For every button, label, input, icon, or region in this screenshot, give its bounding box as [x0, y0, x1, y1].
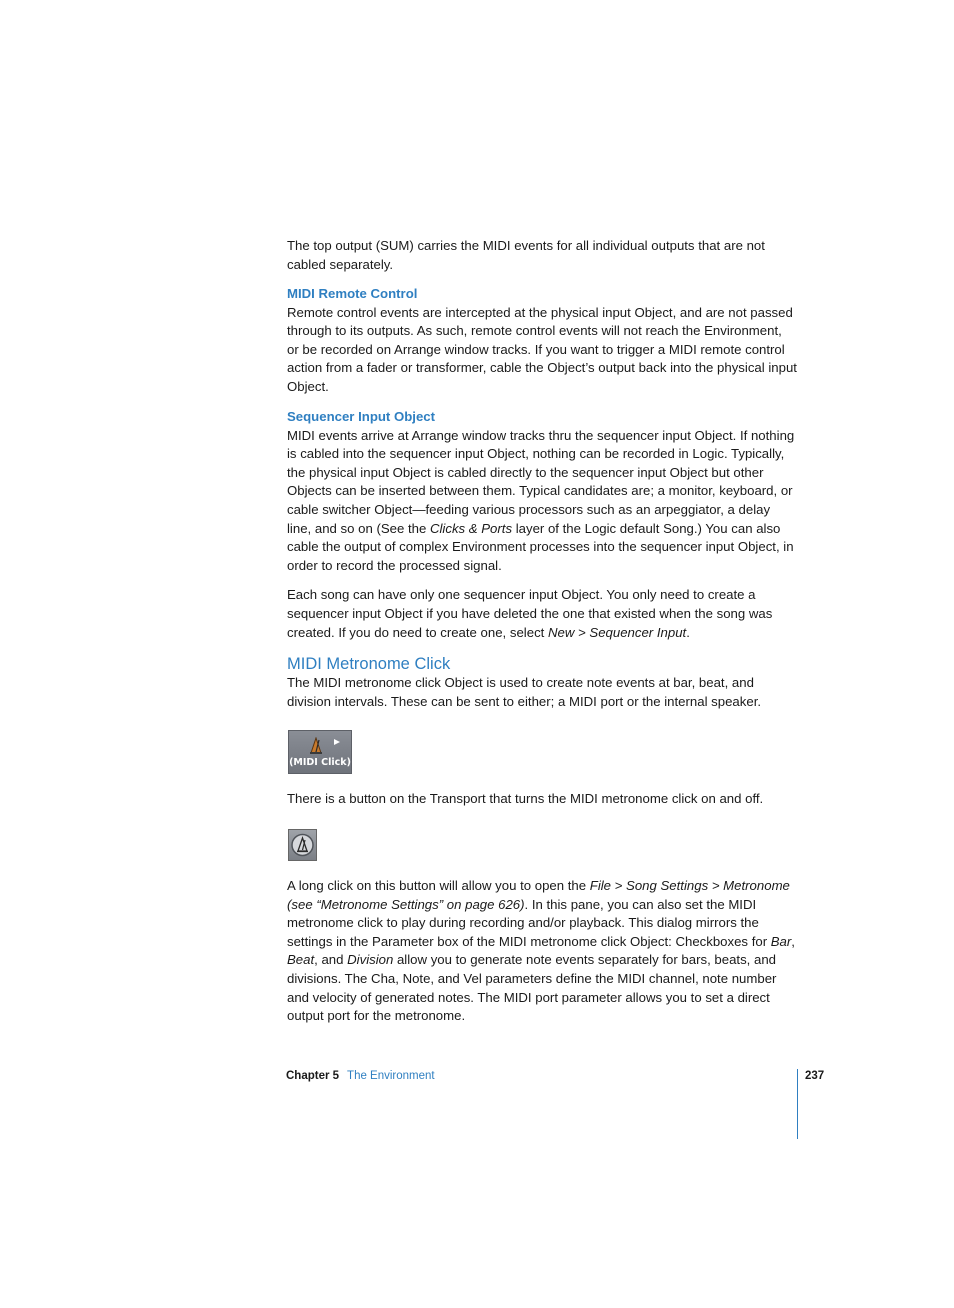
metronome-icon	[309, 737, 323, 755]
midi-click-label: (MIDI Click)	[289, 757, 351, 768]
footer-divider	[797, 1069, 798, 1139]
footer-chapter	[286, 1070, 435, 1082]
sequencer-input-heading: Sequencer Input Object	[287, 409, 436, 424]
midi-metronome-body-1: The MIDI metronome click Object is used to create note events at bar, beat, and division intervals. These can be sent to either; a MIDI port or the internal speaker.	[287, 675, 762, 709]
section-midi-remote-control	[287, 285, 797, 397]
metronome-click-button[interactable]	[288, 829, 317, 861]
page-number: 237	[805, 1070, 825, 1082]
intro-paragraph: The top output (SUM) carries the MIDI events for all individual outputs that are not cabled separately.	[287, 238, 765, 272]
chapter-title-link[interactable]: The Environment	[347, 1070, 435, 1082]
midi-remote-control-body: Remote control events are intercepted at the physical input Object, and are not passed through to its outputs. As such, remote control events will not reach the Environment, or be recorded on Arrange window tracks. If you want to trigger a MIDI remote control action from a fader or transformer, cable the Object’s output back into the physical input Object.	[287, 304, 797, 394]
sequencer-input-body-2: Each song can have only one sequencer input Object. You only need to create a sequencer input Object if you have deleted the one that existed when the song was created. If you do need to create one, select New > Sequencer Input.	[287, 587, 773, 640]
section-midi-metronome	[287, 654, 797, 711]
transport-paragraph: There is a button on the Transport that turns the MIDI metronome click on and off.	[287, 791, 764, 806]
long-click-paragraph: A long click on this button will allow you to open the File > Song Settings > Metronome (see “Metronome Settings” on page 626). In this pane, you can also set the MIDI metronome click to play during recording and/or playback. This dialog mirrors the settings in the Parameter box of the MIDI metronome click Object: Checkboxes for Bar, Beat, and Division allow you to generate note events separately for bars, beats, and divisions. The Cha, Note, and Vel parameters define the MIDI channel, note number and velocity of generated notes. The MIDI port parameter allows you to set a direct output port for the metronome.	[287, 878, 795, 1024]
midi-click-object-image	[288, 730, 352, 774]
sequencer-input-body-1: MIDI events arrive at Arrange window tracks thru the sequencer input Object. If nothing is cabled into the sequencer input Object, nothing can be recorded in Logic. Typically, the physical input Object is cabled directly to the sequencer input Object but other Objects can be inserted between them. Typical candidates are; a monitor, keyboard, or cable switcher Object—feeding various processors such as an arpeggiator, a delay line, and so on (See the Clicks & Ports layer of the Logic default Song.) You can also cable the output of complex Environment processes into the sequencer input Object, in order to record the processed signal.	[287, 427, 795, 573]
chapter-number: Chapter 5	[286, 1070, 340, 1082]
midi-remote-control-heading: MIDI Remote Control	[287, 286, 418, 301]
metronome-icon	[290, 832, 315, 858]
midi-metronome-heading: MIDI Metronome Click	[287, 655, 451, 673]
play-arrow-icon	[333, 738, 341, 746]
section-sequencer-input	[287, 408, 797, 642]
